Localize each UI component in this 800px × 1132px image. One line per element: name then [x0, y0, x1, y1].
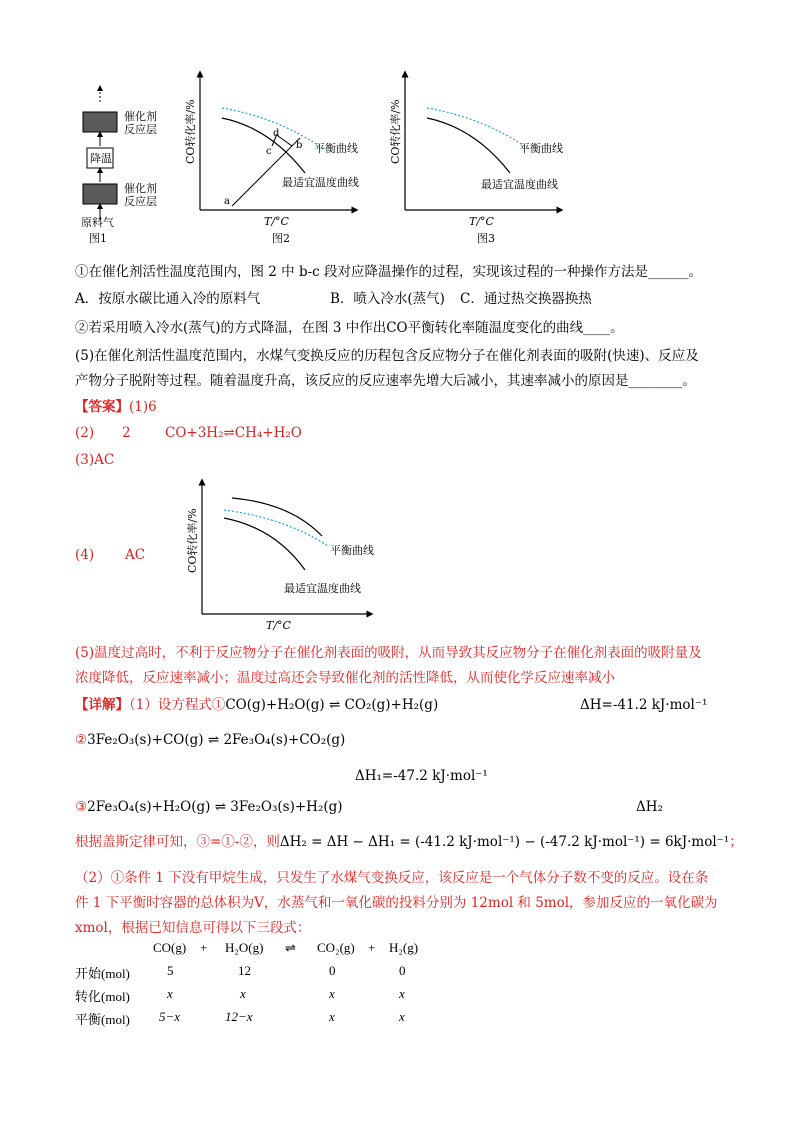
row-change-co: x	[167, 986, 173, 1001]
eq-curve-label: 平衡曲线	[330, 544, 374, 557]
y-axis-label: CO转化率/%	[184, 99, 197, 164]
detail-line-2	[75, 730, 345, 750]
header-co: CO(g)	[153, 940, 187, 955]
question-5-line-2: 产物分子脱附等过程。随着温度升高，该反应的反应速率先增大后减小，其速率减小的原因是________。	[75, 373, 696, 389]
delta-h-1: ΔH=-41.2 kJ·mol⁻¹	[580, 697, 708, 713]
optimal-temp-curve	[224, 518, 305, 570]
row-eq-h2o: 12−x	[225, 1009, 253, 1024]
figure-1-reactor	[75, 80, 170, 250]
ice-table	[75, 940, 455, 1030]
feed-label: 原料气	[81, 216, 114, 229]
figure-3-caption: 图3	[477, 232, 495, 245]
hess-end: ；	[729, 834, 743, 850]
row-eq-co: 5−x	[159, 1009, 181, 1024]
answer-figure-plot	[180, 478, 380, 638]
question-1-option-c: C．通过热交换器换热	[460, 291, 592, 307]
row-change-h2o: x	[240, 986, 246, 1001]
detail-line-3	[75, 797, 343, 817]
point-c-label: c	[266, 146, 272, 157]
mark-3: ③	[75, 799, 88, 815]
delta-h1: ΔH₁=-47.2 kJ·mol⁻¹	[355, 768, 488, 784]
point-d-label: d	[273, 128, 280, 139]
answer-2-equation: CO+3H₂⇌CH₄+H₂O	[165, 425, 302, 441]
cool-label: 降温	[90, 152, 112, 165]
eq-curve-label: 平衡曲线	[314, 142, 358, 155]
part-2-line-1: （2）①条件 1 下没有甲烷生成，只发生了水煤气变换反应，该反应是一个气体分子数不变的反应。设在条	[75, 870, 709, 886]
figure-1-caption: 图1	[89, 232, 107, 245]
row-eq-h2: x	[399, 1009, 405, 1024]
question-1-option-b: B．喷入冷水(蒸气)	[330, 291, 445, 307]
optimal-temp-curve	[427, 118, 510, 173]
hess-line	[75, 832, 743, 852]
layer-bottom-label-2: 反应层	[124, 195, 157, 208]
row-change-label: 转化(mol)	[75, 989, 130, 1004]
layer-top-label-1: 催化剂	[124, 110, 157, 123]
equation-2: 3Fe₂O₃(s)+CO(g) ⇌ 2Fe₃O₄(s)+CO₂(g)	[87, 732, 346, 748]
opt-curve-label: 最适宜温度曲线	[284, 582, 361, 595]
detail-intro: （1）设方程式①	[129, 697, 226, 713]
answer-4-number: (4)	[75, 547, 95, 563]
catalyst-layer-bottom	[83, 184, 117, 204]
header-co2: CO₂(g)	[317, 940, 355, 955]
x-axis-label: T/°C	[266, 619, 291, 632]
point-a-label: a	[224, 196, 230, 207]
opt-curve-label: 最适宜温度曲线	[481, 178, 558, 191]
hess-equation: ΔH₂ = ΔH − ΔH₁ = (-41.2 kJ·mol⁻¹) − (-47.2 kJ·mol⁻¹) = 6kJ·mol⁻¹	[279, 834, 730, 850]
question-2: ②若采用喷入冷水(蒸气)的方式降温，在图 3 中作出CO平衡转化率随温度变化的曲线____。	[75, 320, 624, 336]
answer-1: (1)6	[129, 399, 157, 415]
detail-line-1	[75, 695, 438, 715]
header-plus-2: +	[368, 940, 376, 955]
header-plus-1: +	[200, 940, 208, 955]
row-eq-label: 平衡(mol)	[75, 1012, 130, 1027]
hess-text: 根据盖斯定律可知，③=①-②，则	[75, 834, 280, 850]
answer-2-number: (2)	[75, 425, 95, 441]
layer-top-label-2: 反应层	[124, 123, 157, 136]
layer-bottom-label-1: 催化剂	[124, 182, 157, 195]
row-change-co2: x	[329, 986, 335, 1001]
row-start-co2: 0	[329, 963, 336, 978]
row-eq-co2: x	[329, 1009, 335, 1024]
eq-curve-label: 平衡曲线	[519, 142, 563, 155]
answer-tag: 【答案】	[75, 399, 129, 415]
answer-4-value: AC	[125, 547, 146, 563]
header-eq: ⇌	[285, 940, 296, 955]
row-start-h2: 0	[399, 963, 406, 978]
question-1-option-a: A．按原水碳比通入冷的原料气	[75, 291, 261, 307]
row-start-co: 5	[167, 963, 174, 978]
answer-5-line-2: 浓度降低，反应速率减小；温度过高还会导致催化剂的活性降低，从而使化学反应速率减小	[75, 670, 615, 686]
row-start-h2o: 12	[238, 963, 251, 978]
part-2-line-2: 件 1 下平衡时容器的总体积为V，水蒸气和一氧化碳的投料分别为 12mol 和 5mol，参加反应的一氧化碳为	[75, 895, 718, 911]
part-2-line-3: xmol，根据已知信息可得以下三段式：	[75, 920, 311, 936]
answer-3: (3)AC	[75, 452, 115, 468]
answer-2-value: 2	[122, 425, 131, 441]
figure-2-caption: 图2	[272, 232, 290, 245]
new-equilibrium-curve	[232, 498, 322, 536]
row-change-h2: x	[399, 986, 405, 1001]
detail-tag: 【详解】	[75, 697, 129, 713]
y-axis-label: CO转化率/%	[186, 508, 199, 573]
x-axis-label: T/°C	[264, 215, 289, 228]
equilibrium-curve-dashed	[427, 108, 530, 150]
delta-h2: ΔH₂	[636, 799, 663, 815]
equation-1: CO(g)+H₂O(g) ⇌ CO₂(g)+H₂(g)	[225, 697, 439, 713]
question-5-line-1: (5)在催化剂活性温度范围内，水煤气变换反应的历程包含反应物分子在催化剂表面的吸附(快速)、反应及	[75, 348, 699, 364]
question-1: ①在催化剂活性温度范围内，图 2 中 b-c 段对应降温操作的过程，实现该过程的一种操作方法是______。	[75, 264, 703, 280]
header-h2o: H₂O(g)	[225, 940, 264, 955]
figure-2-plot	[180, 68, 365, 250]
mark-2: ②	[75, 732, 88, 748]
answer-line-1	[75, 397, 157, 417]
x-axis-label: T/°C	[469, 215, 494, 228]
equation-3: 2Fe₃O₄(s)+H₂O(g) ⇌ 3Fe₂O₃(s)+H₂(g)	[87, 799, 343, 815]
catalyst-layer-top	[83, 112, 117, 132]
row-start-label: 开始(mol)	[75, 966, 130, 981]
point-b-label: b	[296, 140, 303, 151]
answer-5-line-1: (5)温度过高时，不利于反应物分子在催化剂表面的吸附，从而导致其反应物分子在催化剂表面的吸附量及	[75, 645, 702, 661]
figure-3-plot	[385, 68, 570, 250]
header-h2: H₂(g)	[389, 940, 419, 955]
opt-curve-label: 最适宜温度曲线	[282, 176, 359, 189]
y-axis-label: CO转化率/%	[389, 99, 402, 164]
